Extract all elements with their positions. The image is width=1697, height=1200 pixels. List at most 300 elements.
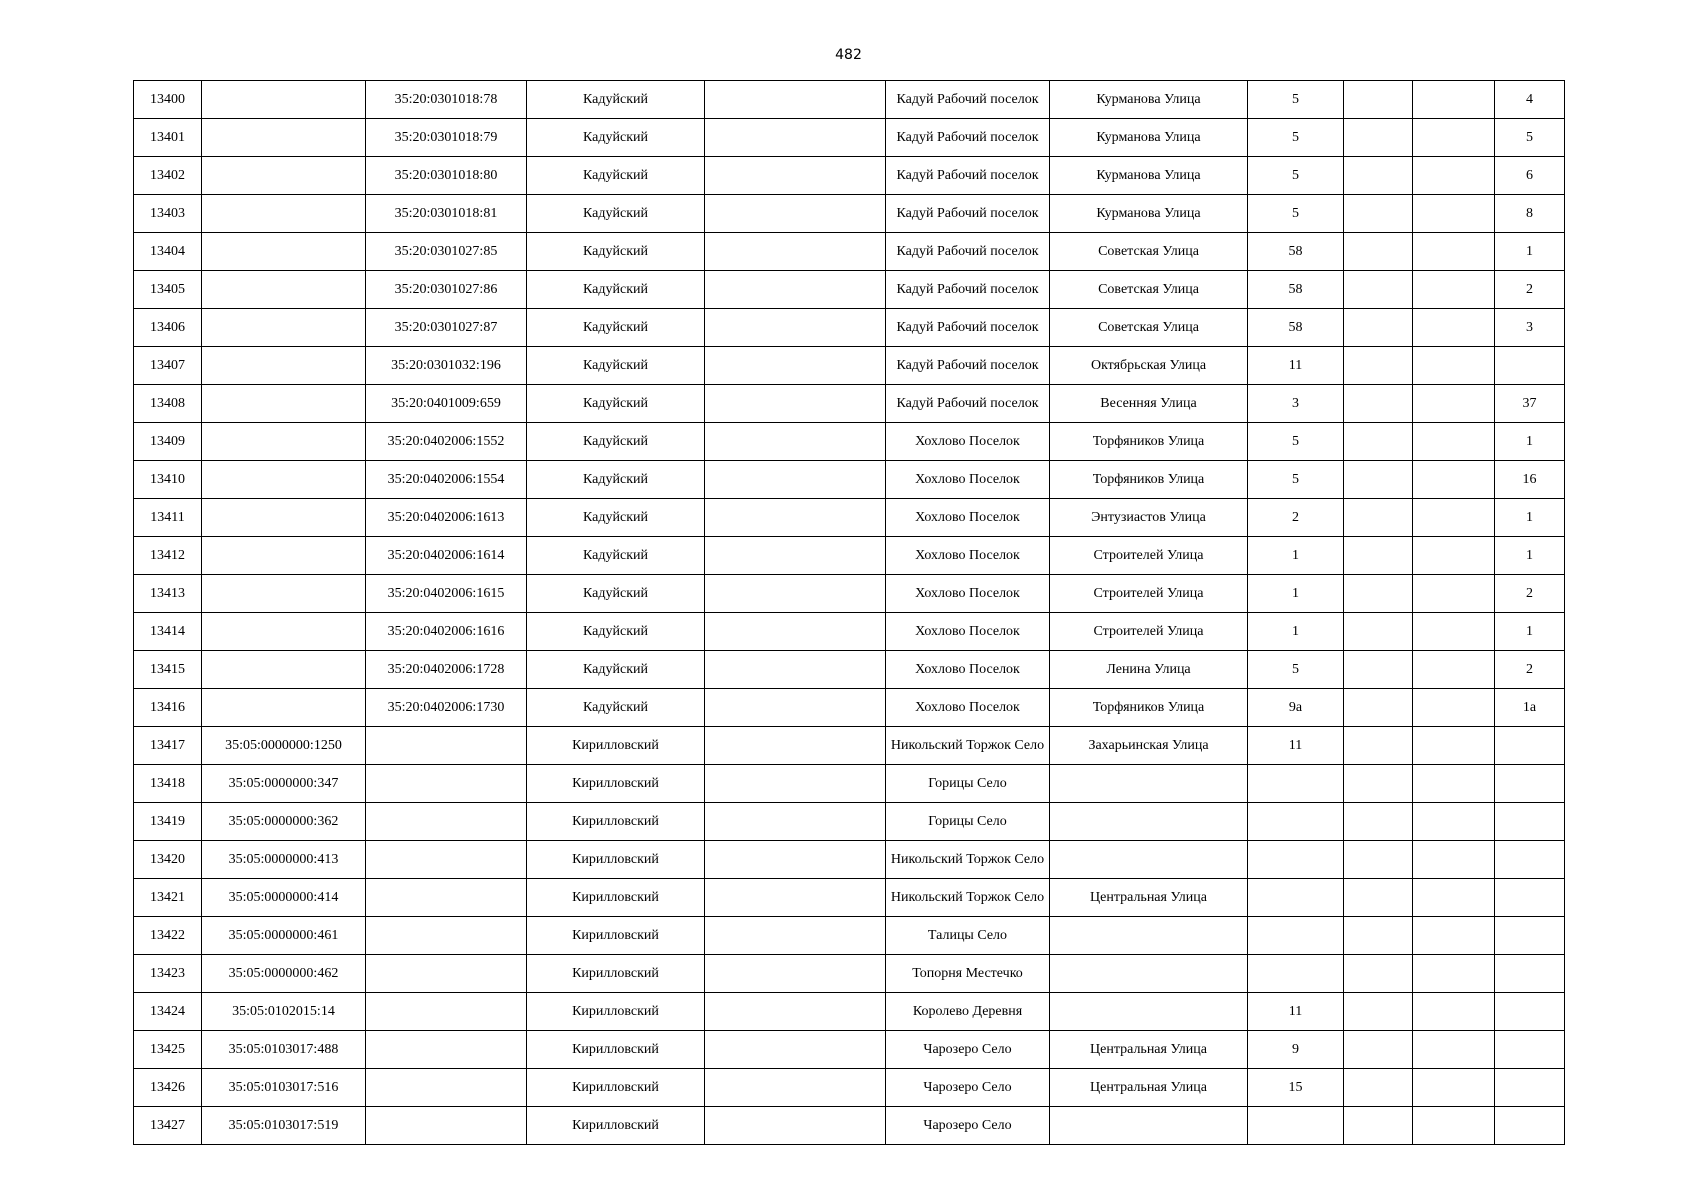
record-number-cell: 13418 [134, 765, 202, 803]
settlement-cell: Чарозеро Село [886, 1069, 1050, 1107]
settlement-cell: Кадуй Рабочий поселок [886, 81, 1050, 119]
page-number: 482 [835, 47, 862, 63]
structure-number-cell [1413, 1031, 1495, 1069]
house-number-cell [1248, 841, 1344, 879]
table-row [134, 271, 1565, 309]
table-row [134, 689, 1565, 727]
cadastral-number-primary-cell [202, 537, 366, 575]
cadastral-number-secondary-cell: 35:20:0402006:1554 [366, 461, 527, 499]
building-number-cell [1344, 309, 1413, 347]
cadastral-number-secondary-cell: 35:20:0301027:85 [366, 233, 527, 271]
district-cell: Кирилловский [527, 1107, 705, 1145]
locality-type-cell [705, 1107, 886, 1145]
building-number-cell [1344, 1107, 1413, 1145]
locality-type-cell [705, 119, 886, 157]
table-row [134, 1107, 1565, 1145]
structure-number-cell [1413, 385, 1495, 423]
cadastral-number-secondary-cell: 35:20:0301018:80 [366, 157, 527, 195]
record-number-cell: 13404 [134, 233, 202, 271]
district-cell: Кирилловский [527, 1031, 705, 1069]
street-cell: Энтузиастов Улица [1050, 499, 1248, 537]
settlement-cell: Кадуй Рабочий поселок [886, 271, 1050, 309]
structure-number-cell [1413, 195, 1495, 233]
cadastral-number-primary-cell [202, 575, 366, 613]
district-cell: Кадуйский [527, 195, 705, 233]
cadastral-number-secondary-cell: 35:20:0402006:1613 [366, 499, 527, 537]
cadastral-number-secondary-cell [366, 1107, 527, 1145]
cadastral-number-secondary-cell [366, 803, 527, 841]
table-row [134, 233, 1565, 271]
record-number-cell: 13411 [134, 499, 202, 537]
cadastral-number-primary-cell [202, 347, 366, 385]
house-number-cell: 5 [1248, 461, 1344, 499]
building-number-cell [1344, 537, 1413, 575]
structure-number-cell [1413, 879, 1495, 917]
locality-type-cell [705, 423, 886, 461]
settlement-cell: Кадуй Рабочий поселок [886, 119, 1050, 157]
house-number-cell: 1 [1248, 575, 1344, 613]
table-row [134, 1031, 1565, 1069]
district-cell: Кадуйский [527, 575, 705, 613]
settlement-cell: Кадуй Рабочий поселок [886, 157, 1050, 195]
building-number-cell [1344, 1031, 1413, 1069]
building-number-cell [1344, 271, 1413, 309]
cadastral-number-secondary-cell: 35:20:0402006:1552 [366, 423, 527, 461]
cadastral-number-primary-cell: 35:05:0000000:362 [202, 803, 366, 841]
street-cell: Захарьинская Улица [1050, 727, 1248, 765]
apartment-number-cell [1495, 993, 1565, 1031]
street-cell: Курманова Улица [1050, 119, 1248, 157]
locality-type-cell [705, 879, 886, 917]
district-cell: Кадуйский [527, 157, 705, 195]
locality-type-cell [705, 1031, 886, 1069]
apartment-number-cell: 16 [1495, 461, 1565, 499]
street-cell: Торфяников Улица [1050, 689, 1248, 727]
structure-number-cell [1413, 271, 1495, 309]
street-cell: Строителей Улица [1050, 537, 1248, 575]
structure-number-cell [1413, 841, 1495, 879]
structure-number-cell [1413, 157, 1495, 195]
street-cell [1050, 1107, 1248, 1145]
cadastral-number-secondary-cell [366, 1069, 527, 1107]
district-cell: Кирилловский [527, 803, 705, 841]
apartment-number-cell [1495, 955, 1565, 993]
record-number-cell: 13422 [134, 917, 202, 955]
apartment-number-cell [1495, 765, 1565, 803]
locality-type-cell [705, 1069, 886, 1107]
locality-type-cell [705, 81, 886, 119]
house-number-cell: 9а [1248, 689, 1344, 727]
cadastral-number-primary-cell [202, 613, 366, 651]
house-number-cell: 15 [1248, 1069, 1344, 1107]
table-row [134, 157, 1565, 195]
table-row [134, 841, 1565, 879]
house-number-cell: 11 [1248, 993, 1344, 1031]
table-row [134, 727, 1565, 765]
record-number-cell: 13400 [134, 81, 202, 119]
locality-type-cell [705, 575, 886, 613]
structure-number-cell [1413, 575, 1495, 613]
locality-type-cell [705, 841, 886, 879]
table-row [134, 537, 1565, 575]
record-number-cell: 13421 [134, 879, 202, 917]
cadastral-number-primary-cell [202, 499, 366, 537]
table-row [134, 765, 1565, 803]
cadastral-number-primary-cell [202, 119, 366, 157]
settlement-cell: Хохлово Поселок [886, 499, 1050, 537]
house-number-cell: 5 [1248, 195, 1344, 233]
apartment-number-cell [1495, 841, 1565, 879]
building-number-cell [1344, 1069, 1413, 1107]
house-number-cell: 58 [1248, 309, 1344, 347]
locality-type-cell [705, 955, 886, 993]
house-number-cell: 58 [1248, 271, 1344, 309]
structure-number-cell [1413, 993, 1495, 1031]
cadastral-number-secondary-cell [366, 879, 527, 917]
structure-number-cell [1413, 461, 1495, 499]
apartment-number-cell [1495, 1031, 1565, 1069]
settlement-cell: Кадуй Рабочий поселок [886, 385, 1050, 423]
building-number-cell [1344, 81, 1413, 119]
cadastral-number-primary-cell [202, 195, 366, 233]
house-number-cell: 2 [1248, 499, 1344, 537]
district-cell: Кирилловский [527, 879, 705, 917]
district-cell: Кадуйский [527, 233, 705, 271]
building-number-cell [1344, 727, 1413, 765]
district-cell: Кадуйский [527, 461, 705, 499]
building-number-cell [1344, 575, 1413, 613]
structure-number-cell [1413, 499, 1495, 537]
street-cell: Центральная Улица [1050, 879, 1248, 917]
structure-number-cell [1413, 651, 1495, 689]
building-number-cell [1344, 233, 1413, 271]
locality-type-cell [705, 651, 886, 689]
district-cell: Кирилловский [527, 917, 705, 955]
table-row [134, 993, 1565, 1031]
table-row [134, 81, 1565, 119]
building-number-cell [1344, 157, 1413, 195]
settlement-cell: Чарозеро Село [886, 1107, 1050, 1145]
record-number-cell: 13402 [134, 157, 202, 195]
record-number-cell: 13419 [134, 803, 202, 841]
house-number-cell: 11 [1248, 727, 1344, 765]
locality-type-cell [705, 689, 886, 727]
street-cell: Строителей Улица [1050, 575, 1248, 613]
apartment-number-cell: 5 [1495, 119, 1565, 157]
cadastral-number-secondary-cell [366, 1031, 527, 1069]
cadastral-number-primary-cell [202, 271, 366, 309]
apartment-number-cell [1495, 347, 1565, 385]
house-number-cell: 5 [1248, 423, 1344, 461]
street-cell: Курманова Улица [1050, 157, 1248, 195]
settlement-cell: Кадуй Рабочий поселок [886, 309, 1050, 347]
locality-type-cell [705, 803, 886, 841]
house-number-cell: 9 [1248, 1031, 1344, 1069]
street-cell: Центральная Улица [1050, 1069, 1248, 1107]
cadastral-number-secondary-cell: 35:20:0402006:1616 [366, 613, 527, 651]
cadastral-number-secondary-cell [366, 955, 527, 993]
table-row [134, 347, 1565, 385]
street-cell [1050, 803, 1248, 841]
cadastral-number-primary-cell: 35:05:0102015:14 [202, 993, 366, 1031]
building-number-cell [1344, 347, 1413, 385]
cadastral-number-primary-cell: 35:05:0000000:461 [202, 917, 366, 955]
table-row [134, 917, 1565, 955]
structure-number-cell [1413, 423, 1495, 461]
settlement-cell: Никольский Торжок Село [886, 841, 1050, 879]
structure-number-cell [1413, 537, 1495, 575]
locality-type-cell [705, 385, 886, 423]
apartment-number-cell: 1 [1495, 233, 1565, 271]
apartment-number-cell: 4 [1495, 81, 1565, 119]
street-cell: Октябрьская Улица [1050, 347, 1248, 385]
record-number-cell: 13417 [134, 727, 202, 765]
record-number-cell: 13414 [134, 613, 202, 651]
settlement-cell: Кадуй Рабочий поселок [886, 347, 1050, 385]
street-cell [1050, 993, 1248, 1031]
cadastral-number-primary-cell [202, 689, 366, 727]
cadastral-number-primary-cell: 35:05:0000000:1250 [202, 727, 366, 765]
locality-type-cell [705, 993, 886, 1031]
settlement-cell: Никольский Торжок Село [886, 879, 1050, 917]
locality-type-cell [705, 309, 886, 347]
locality-type-cell [705, 613, 886, 651]
record-number-cell: 13420 [134, 841, 202, 879]
building-number-cell [1344, 689, 1413, 727]
district-cell: Кадуйский [527, 81, 705, 119]
settlement-cell: Талицы Село [886, 917, 1050, 955]
record-number-cell: 13406 [134, 309, 202, 347]
apartment-number-cell: 2 [1495, 575, 1565, 613]
street-cell [1050, 955, 1248, 993]
building-number-cell [1344, 385, 1413, 423]
cadastral-number-secondary-cell [366, 917, 527, 955]
structure-number-cell [1413, 1107, 1495, 1145]
settlement-cell: Горицы Село [886, 803, 1050, 841]
building-number-cell [1344, 841, 1413, 879]
record-number-cell: 13410 [134, 461, 202, 499]
cadastral-number-secondary-cell: 35:20:0301027:87 [366, 309, 527, 347]
house-number-cell [1248, 879, 1344, 917]
table-row [134, 1069, 1565, 1107]
district-cell: Кадуйский [527, 613, 705, 651]
building-number-cell [1344, 499, 1413, 537]
house-number-cell: 58 [1248, 233, 1344, 271]
street-cell: Ленина Улица [1050, 651, 1248, 689]
house-number-cell [1248, 917, 1344, 955]
house-number-cell: 3 [1248, 385, 1344, 423]
structure-number-cell [1413, 81, 1495, 119]
district-cell: Кадуйский [527, 423, 705, 461]
building-number-cell [1344, 993, 1413, 1031]
record-number-cell: 13415 [134, 651, 202, 689]
table-row [134, 575, 1565, 613]
structure-number-cell [1413, 727, 1495, 765]
house-number-cell [1248, 1107, 1344, 1145]
street-cell: Центральная Улица [1050, 1031, 1248, 1069]
record-number-cell: 13413 [134, 575, 202, 613]
record-number-cell: 13412 [134, 537, 202, 575]
district-cell: Кадуйский [527, 537, 705, 575]
record-number-cell: 13401 [134, 119, 202, 157]
apartment-number-cell [1495, 879, 1565, 917]
structure-number-cell [1413, 613, 1495, 651]
settlement-cell: Никольский Торжок Село [886, 727, 1050, 765]
street-cell: Торфяников Улица [1050, 423, 1248, 461]
cadastral-number-primary-cell: 35:05:0000000:462 [202, 955, 366, 993]
street-cell: Строителей Улица [1050, 613, 1248, 651]
building-number-cell [1344, 423, 1413, 461]
cadastral-number-secondary-cell: 35:20:0402006:1615 [366, 575, 527, 613]
apartment-number-cell: 8 [1495, 195, 1565, 233]
district-cell: Кадуйский [527, 651, 705, 689]
locality-type-cell [705, 499, 886, 537]
record-number-cell: 13424 [134, 993, 202, 1031]
table-row [134, 461, 1565, 499]
table-row [134, 423, 1565, 461]
cadastral-number-primary-cell: 35:05:0000000:414 [202, 879, 366, 917]
district-cell: Кадуйский [527, 385, 705, 423]
apartment-number-cell [1495, 803, 1565, 841]
apartment-number-cell: 1 [1495, 499, 1565, 537]
district-cell: Кирилловский [527, 993, 705, 1031]
table-body [134, 81, 1565, 1145]
district-cell: Кирилловский [527, 841, 705, 879]
cadastral-number-primary-cell [202, 651, 366, 689]
cadastral-number-primary-cell [202, 157, 366, 195]
table-row [134, 955, 1565, 993]
street-cell [1050, 917, 1248, 955]
settlement-cell: Хохлово Поселок [886, 651, 1050, 689]
cadastral-number-secondary-cell: 35:20:0401009:659 [366, 385, 527, 423]
table-row [134, 119, 1565, 157]
locality-type-cell [705, 157, 886, 195]
cadastral-number-primary-cell [202, 461, 366, 499]
record-number-cell: 13425 [134, 1031, 202, 1069]
record-number-cell: 13403 [134, 195, 202, 233]
house-number-cell: 1 [1248, 537, 1344, 575]
district-cell: Кирилловский [527, 1069, 705, 1107]
cadastral-number-secondary-cell: 35:20:0301027:86 [366, 271, 527, 309]
cadastral-number-secondary-cell: 35:20:0301018:81 [366, 195, 527, 233]
cadastral-number-secondary-cell [366, 765, 527, 803]
house-number-cell: 5 [1248, 119, 1344, 157]
structure-number-cell [1413, 309, 1495, 347]
settlement-cell: Кадуй Рабочий поселок [886, 233, 1050, 271]
street-cell: Курманова Улица [1050, 195, 1248, 233]
settlement-cell: Хохлово Поселок [886, 613, 1050, 651]
structure-number-cell [1413, 689, 1495, 727]
structure-number-cell [1413, 233, 1495, 271]
settlement-cell: Хохлово Поселок [886, 689, 1050, 727]
record-number-cell: 13408 [134, 385, 202, 423]
locality-type-cell [705, 537, 886, 575]
record-number-cell: 13426 [134, 1069, 202, 1107]
cadastral-number-primary-cell: 35:05:0000000:413 [202, 841, 366, 879]
table-row [134, 803, 1565, 841]
settlement-cell: Хохлово Поселок [886, 575, 1050, 613]
cadastral-number-secondary-cell [366, 841, 527, 879]
record-number-cell: 13405 [134, 271, 202, 309]
house-number-cell [1248, 955, 1344, 993]
building-number-cell [1344, 461, 1413, 499]
street-cell: Курманова Улица [1050, 81, 1248, 119]
house-number-cell [1248, 803, 1344, 841]
building-number-cell [1344, 879, 1413, 917]
structure-number-cell [1413, 119, 1495, 157]
record-number-cell: 13416 [134, 689, 202, 727]
house-number-cell: 5 [1248, 157, 1344, 195]
apartment-number-cell [1495, 917, 1565, 955]
district-cell: Кадуйский [527, 347, 705, 385]
apartment-number-cell [1495, 1069, 1565, 1107]
street-cell: Весенняя Улица [1050, 385, 1248, 423]
street-cell [1050, 841, 1248, 879]
locality-type-cell [705, 765, 886, 803]
table-row [134, 651, 1565, 689]
street-cell: Советская Улица [1050, 271, 1248, 309]
apartment-number-cell: 3 [1495, 309, 1565, 347]
table-row [134, 195, 1565, 233]
cadastral-number-secondary-cell: 35:20:0402006:1614 [366, 537, 527, 575]
structure-number-cell [1413, 347, 1495, 385]
settlement-cell: Чарозеро Село [886, 1031, 1050, 1069]
locality-type-cell [705, 917, 886, 955]
cadastral-number-secondary-cell: 35:20:0402006:1730 [366, 689, 527, 727]
settlement-cell: Кадуй Рабочий поселок [886, 195, 1050, 233]
building-number-cell [1344, 119, 1413, 157]
record-number-cell: 13423 [134, 955, 202, 993]
cadastral-number-primary-cell: 35:05:0000000:347 [202, 765, 366, 803]
cadastral-number-secondary-cell: 35:20:0301018:78 [366, 81, 527, 119]
cadastral-number-primary-cell [202, 385, 366, 423]
cadastral-number-primary-cell [202, 309, 366, 347]
locality-type-cell [705, 727, 886, 765]
cadastral-number-secondary-cell [366, 993, 527, 1031]
table-row [134, 309, 1565, 347]
district-cell: Кадуйский [527, 309, 705, 347]
district-cell: Кадуйский [527, 119, 705, 157]
structure-number-cell [1413, 765, 1495, 803]
structure-number-cell [1413, 803, 1495, 841]
settlement-cell: Топорня Местечко [886, 955, 1050, 993]
building-number-cell [1344, 613, 1413, 651]
apartment-number-cell: 6 [1495, 157, 1565, 195]
cadastral-number-secondary-cell: 35:20:0301032:196 [366, 347, 527, 385]
structure-number-cell [1413, 1069, 1495, 1107]
locality-type-cell [705, 195, 886, 233]
settlement-cell: Хохлово Поселок [886, 537, 1050, 575]
apartment-number-cell [1495, 1107, 1565, 1145]
building-number-cell [1344, 955, 1413, 993]
cadastral-number-secondary-cell: 35:20:0402006:1728 [366, 651, 527, 689]
settlement-cell: Хохлово Поселок [886, 461, 1050, 499]
building-number-cell [1344, 765, 1413, 803]
apartment-number-cell: 1 [1495, 423, 1565, 461]
apartment-number-cell: 2 [1495, 651, 1565, 689]
cadastral-number-primary-cell [202, 233, 366, 271]
structure-number-cell [1413, 955, 1495, 993]
cadastral-number-primary-cell: 35:05:0103017:516 [202, 1069, 366, 1107]
locality-type-cell [705, 271, 886, 309]
building-number-cell [1344, 195, 1413, 233]
house-number-cell: 5 [1248, 81, 1344, 119]
street-cell [1050, 765, 1248, 803]
table-row [134, 499, 1565, 537]
house-number-cell: 1 [1248, 613, 1344, 651]
settlement-cell: Хохлово Поселок [886, 423, 1050, 461]
house-number-cell [1248, 765, 1344, 803]
